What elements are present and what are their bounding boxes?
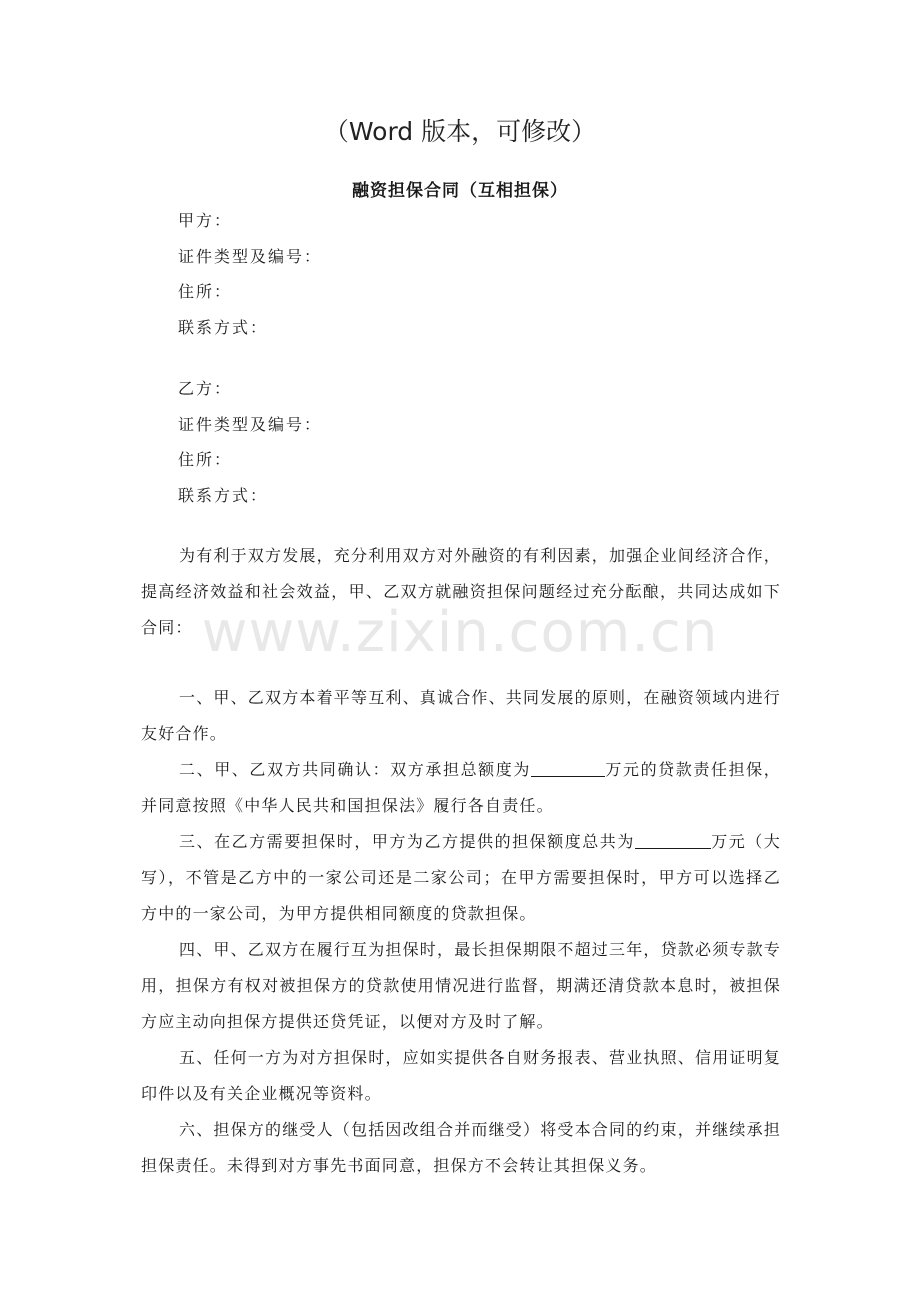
clause-5: 五、任何一方为对方担保时，应如实提供各自财务报表、营业执照、信用证明复印件以及有关企业概况等资料。 bbox=[141, 1048, 782, 1103]
paragraph-gap bbox=[141, 646, 781, 680]
edition-note: （Word 版本，可修改） bbox=[323, 117, 597, 146]
clause-4: 四、甲、乙双方在履行互为担保时，最长担保期限不超过三年，贷款必须专款专用，担保方有权对被担保方的贷款使用情况进行监督，期满还清贷款本息时，被担保方应主动向担保方提供还贷凭证，以便对方及时了解。 bbox=[141, 940, 782, 1031]
clause-3-text-before: 三、在乙方需要担保时，甲方为乙方提供的担保额度总共为 bbox=[179, 832, 635, 851]
site-watermark: www.zixin.com.cn bbox=[201, 600, 719, 665]
clause-3-text-after: 万元（大写），不管是乙方中的一家公司还是二家公司；在甲方需要担保时，甲方可以选择乙方中的一家公司，为甲方提供相同额度的贷款担保。 bbox=[141, 832, 781, 923]
party-b-name-label: 乙方： bbox=[178, 379, 233, 398]
clause-2-text-before: 二、甲、乙双方共同确认：双方承担总额度为 bbox=[179, 760, 531, 779]
clause-1: 一、甲、乙双方本着平等互利、真诚合作、共同发展的原则，在融资领域内进行友好合作。 bbox=[141, 688, 782, 743]
total-amount-blank bbox=[531, 758, 605, 777]
contract-title: 融资担保合同（互相担保） bbox=[352, 181, 568, 201]
contract-body bbox=[141, 538, 781, 1184]
party-a-contact-label: 联系方式： bbox=[178, 317, 269, 337]
clause-2 bbox=[141, 752, 781, 824]
party-a-address-label: 住所： bbox=[178, 282, 233, 301]
preamble-paragraph: 为有利于双方发展，充分利用双方对外融资的有利因素，加强企业间经济合作，提高经济效益和社会效益，甲、乙双方就融资担保问题经过充分酝酿，共同达成如下合同： bbox=[141, 546, 782, 637]
party-b-contact-label: 联系方式： bbox=[178, 485, 269, 505]
clause-2-text-after: 万元的贷款责任担保，并同意按照《中华人民共和国担保法》履行各自责任。 bbox=[141, 760, 781, 815]
clause-3 bbox=[141, 824, 781, 932]
clause-6: 六、担保方的继受人（包括因改组合并而继受）将受本合同的约束，并继续承担担保责任。未得到对方事先书面同意，担保方不会转让其担保义务。 bbox=[141, 1120, 782, 1175]
party-a-name-label: 甲方： bbox=[178, 211, 233, 230]
party-b-block bbox=[178, 371, 322, 513]
guarantee-amount-blank bbox=[635, 830, 711, 849]
party-b-address-label: 住所： bbox=[178, 450, 233, 469]
party-a-block bbox=[178, 203, 322, 345]
party-b-id-label: 证件类型及编号： bbox=[178, 414, 323, 434]
party-a-id-label: 证件类型及编号： bbox=[178, 246, 323, 266]
